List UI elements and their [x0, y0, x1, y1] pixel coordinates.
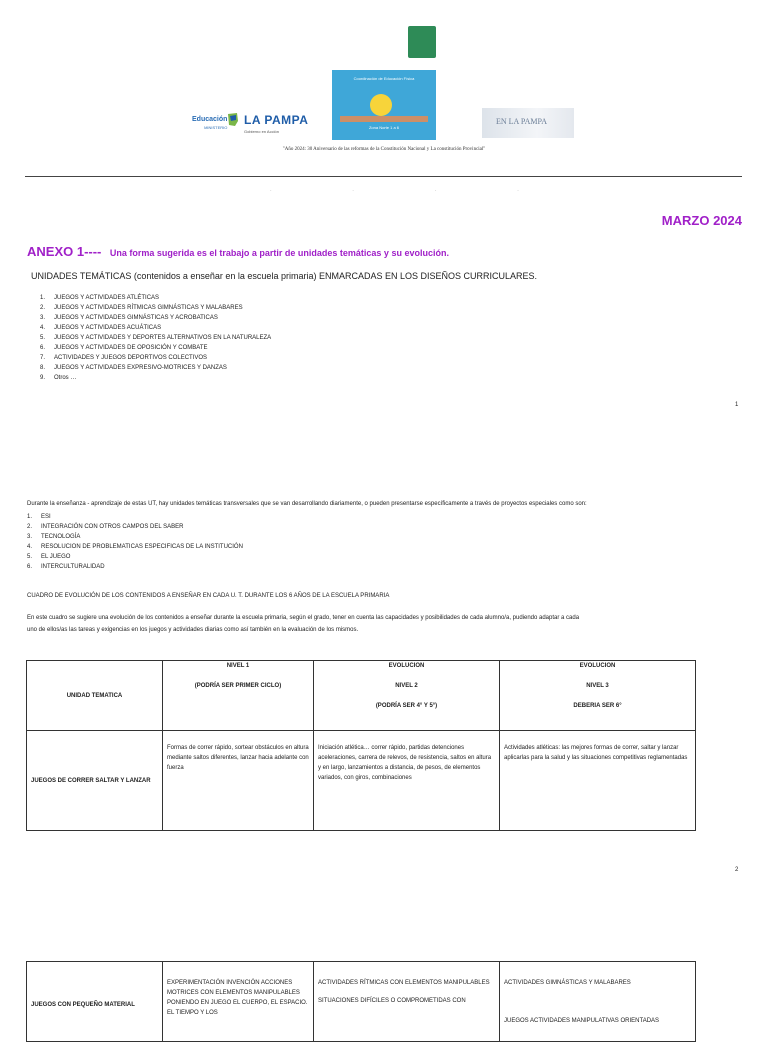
units-list	[40, 293, 271, 383]
header-nivel-1-title: NIVEL 1	[226, 663, 250, 669]
list-item-text: INTERCULTURALIDAD	[41, 564, 105, 570]
list-item	[27, 532, 243, 542]
list-item	[40, 333, 271, 343]
list-item	[27, 562, 243, 572]
la-pampa-map-icon	[226, 112, 240, 128]
list-item-text: Otros …	[54, 375, 77, 381]
year-motto: "Año 2024: 30 Aniversario de las reformas de la Constitución Nacional y La constitución Provincial"	[282, 147, 486, 152]
list-item-text: EL JUEGO	[41, 554, 71, 560]
transversal-intro: Durante la enseñanza - aprendizaje de estas UT, hay unidades temáticas transversales que se van desarrollando diariamente, o pueden presentarse específicamente a través de proyectos especiales como son:	[27, 501, 587, 507]
evolution-table-continued	[26, 961, 696, 1042]
list-item-number: 6.	[27, 564, 33, 570]
education-logo-text: Educación	[192, 116, 228, 123]
anexo-label: ANEXO 1----	[27, 244, 102, 259]
row-nivel-1: EXPERIMENTACIÓN INVENCIÓN ACCIONES MOTRICES CON ELEMENTOS MANIPULABLES PONIENDO EN JUEGO EL CUERPO, EL ESPACIO. EL TIEMPO Y LOS	[163, 962, 314, 1042]
row-unit: JUEGOS CON PEQUEÑO MATERIAL	[27, 962, 163, 1042]
header-nivel-3-title: EVOLUCION	[579, 663, 616, 669]
cover-subtitle: Zona Norte 1 a 6	[368, 125, 400, 130]
list-item	[40, 363, 271, 373]
header-nivel-2	[314, 661, 500, 731]
table-row	[27, 731, 696, 831]
list-item	[27, 522, 243, 532]
list-item-number: 4.	[27, 544, 33, 550]
list-item-number: 7.	[40, 355, 46, 361]
list-item	[40, 293, 271, 303]
list-item-text: JUEGOS Y ACTIVIDADES ATLÉTICAS	[54, 295, 160, 301]
list-item-number: 1.	[27, 514, 33, 520]
brand-text: LA PAMPA	[244, 113, 309, 127]
units-heading: UNIDADES TEMÁTICAS (contenidos a enseñar en la escuela primaria) ENMARCADAS EN LOS DISEÑOS CURRICULARES.	[31, 271, 537, 281]
header-nivel-2-sub: (PODRÍA SER 4° Y 5°)	[375, 703, 438, 709]
header-nivel-2-level: NIVEL 2	[395, 683, 418, 689]
row-nivel-1: Formas de correr rápido, sortear obstáculos en altura mediante saltos diferentes, lanzar hacia adelante con fuerza	[163, 731, 314, 831]
row-nivel-3-part-a: ACTIVIDADES GIMNÁSTICAS Y MALABARES	[504, 980, 631, 986]
page-number: 1	[735, 402, 739, 408]
list-item-text: RESOLUCION DE PROBLEMATICAS ESPECIFICAS DE LA INSTITUCIÓN	[41, 544, 243, 550]
anexo-subtitle: Una forma sugerida es el trabajo a partir de unidades temáticas y su evolución.	[109, 248, 449, 258]
row-nivel-2	[314, 962, 500, 1042]
header-unit: UNIDAD TEMATICA	[27, 661, 163, 731]
list-item-number: 8.	[40, 365, 46, 371]
header-nivel-3-level: NIVEL 3	[586, 683, 609, 689]
list-item	[40, 303, 271, 313]
list-item	[27, 552, 243, 562]
row-nivel-3-part-b: JUEGOS ACTIVIDADES MANIPULATIVAS ORIENTADAS	[504, 1018, 660, 1024]
right-logo-text: EN LA PAMPA	[496, 117, 547, 126]
list-item-text: JUEGOS Y ACTIVIDADES EXPRESIVO-MOTRICES Y DANZAS	[54, 365, 227, 371]
list-item-text: TECNOLOGÍA	[41, 534, 81, 540]
right-logo	[482, 108, 574, 138]
la-pampa-logo	[244, 114, 308, 138]
row-nivel-3: Actividades atléticas: las mejores formas de correr, saltar y lanzar aplicarlas para la salud y las situaciones competitivas reglamentadas	[500, 731, 696, 831]
list-item-number: 4.	[40, 325, 46, 331]
list-item-number: 3.	[27, 534, 33, 540]
row-nivel-3	[500, 962, 696, 1042]
row-unit: JUEGOS DE CORRER SALTAR Y LANZAR	[27, 731, 163, 831]
cover-image	[332, 22, 436, 140]
list-item-text: INTEGRACIÓN CON OTROS CAMPOS DEL SABER	[41, 524, 184, 530]
row-nivel-2-part-b: SITUACIONES DIFÍCILES O COMPROMETIDAS CON	[318, 998, 466, 1004]
cuadro-title: CUADRO DE EVOLUCIÓN DE LOS CONTENIDOS A ENSEÑAR EN CADA U. T. DURANTE LOS 6 AÑOS DE LA ESCUELA PRIMARIA	[27, 593, 390, 599]
header-divider	[25, 176, 742, 177]
list-item-text: JUEGOS Y ACTIVIDADES DE OPOSICIÓN Y COMBATE	[54, 345, 208, 351]
ministry-logo-text: MINISTERIO	[204, 125, 228, 130]
list-item	[40, 323, 271, 333]
list-item-number: 5.	[40, 335, 46, 341]
list-item	[40, 343, 271, 353]
list-item	[40, 373, 271, 383]
row-nivel-2: Iniciación atlética… correr rápido, partidas detenciones aceleraciones, carrera de relevos, de resistencia, saltos en altura y en largo, lanzamientos a distancia, de pesos, de elementos variados, con giros, combinaciones	[314, 731, 500, 831]
list-item-text: JUEGOS Y ACTIVIDADES Y DEPORTES ALTERNATIVOS EN LA NATURALEZA	[54, 335, 272, 341]
list-item	[40, 313, 271, 323]
cuadro-line-1: En este cuadro se sugiere una evolución de los contenidos a enseñar durante la escuela primaria, según el grado, tener en cuenta las capacidades y posibilidades de cada alumno/a, pudiendo adaptar a cada	[27, 615, 580, 621]
list-item-number: 2.	[40, 305, 46, 311]
list-item-number: 5.	[27, 554, 33, 560]
list-item-number: 2.	[27, 524, 33, 530]
anexo-heading	[27, 243, 449, 261]
header-nivel-1	[163, 661, 314, 731]
cuadro-line-2: uno de ellos/as las tareas y exigencias en los juegos y actividades diarias como así también en la evaluación de los mismos.	[27, 627, 359, 633]
header-nivel-3-sub: DEBERIA SER 6°	[573, 703, 622, 709]
list-item-text: JUEGOS Y ACTIVIDADES RÍTMICAS GIMNÁSTICAS Y MALABARES	[54, 305, 243, 311]
list-item-number: 6.	[40, 345, 46, 351]
header-nivel-3	[500, 661, 696, 731]
table-header-row	[27, 661, 696, 731]
education-logo	[192, 116, 227, 132]
list-item-text: JUEGOS Y ACTIVIDADES ACUÁTICAS	[54, 325, 162, 331]
row-nivel-2-part-a: ACTIVIDADES RÍTMICAS CON ELEMENTOS MANIPULABLES	[318, 980, 490, 986]
header-nivel-1-sub: (PODRÍA SER PRIMER CICLO)	[194, 683, 282, 689]
list-item	[27, 542, 243, 552]
evolution-table	[26, 660, 696, 831]
list-item-number: 3.	[40, 315, 46, 321]
list-item-text: ESI	[41, 514, 51, 520]
list-item-number: 9.	[40, 375, 46, 381]
document-date: MARZO 2024	[661, 213, 742, 228]
list-item-text: ACTIVIDADES Y JUEGOS DEPORTIVOS COLECTIVOS	[54, 355, 208, 361]
list-item-text: JUEGOS Y ACTIVIDADES GIMNÁSTICAS Y ACROBATICAS	[54, 315, 218, 321]
table-row	[27, 962, 696, 1042]
transversal-list	[27, 512, 243, 572]
page-number: 2	[735, 867, 739, 873]
decorative-dashes: - - - -	[270, 187, 559, 192]
cover-title: Coordinación de Educación Física	[353, 76, 415, 81]
list-item	[40, 353, 271, 363]
brand-subtext: Gobierno en Acción	[244, 129, 279, 134]
list-item	[27, 512, 243, 522]
header-nivel-2-title: EVOLUCION	[388, 663, 425, 669]
list-item-number: 1.	[40, 295, 46, 301]
